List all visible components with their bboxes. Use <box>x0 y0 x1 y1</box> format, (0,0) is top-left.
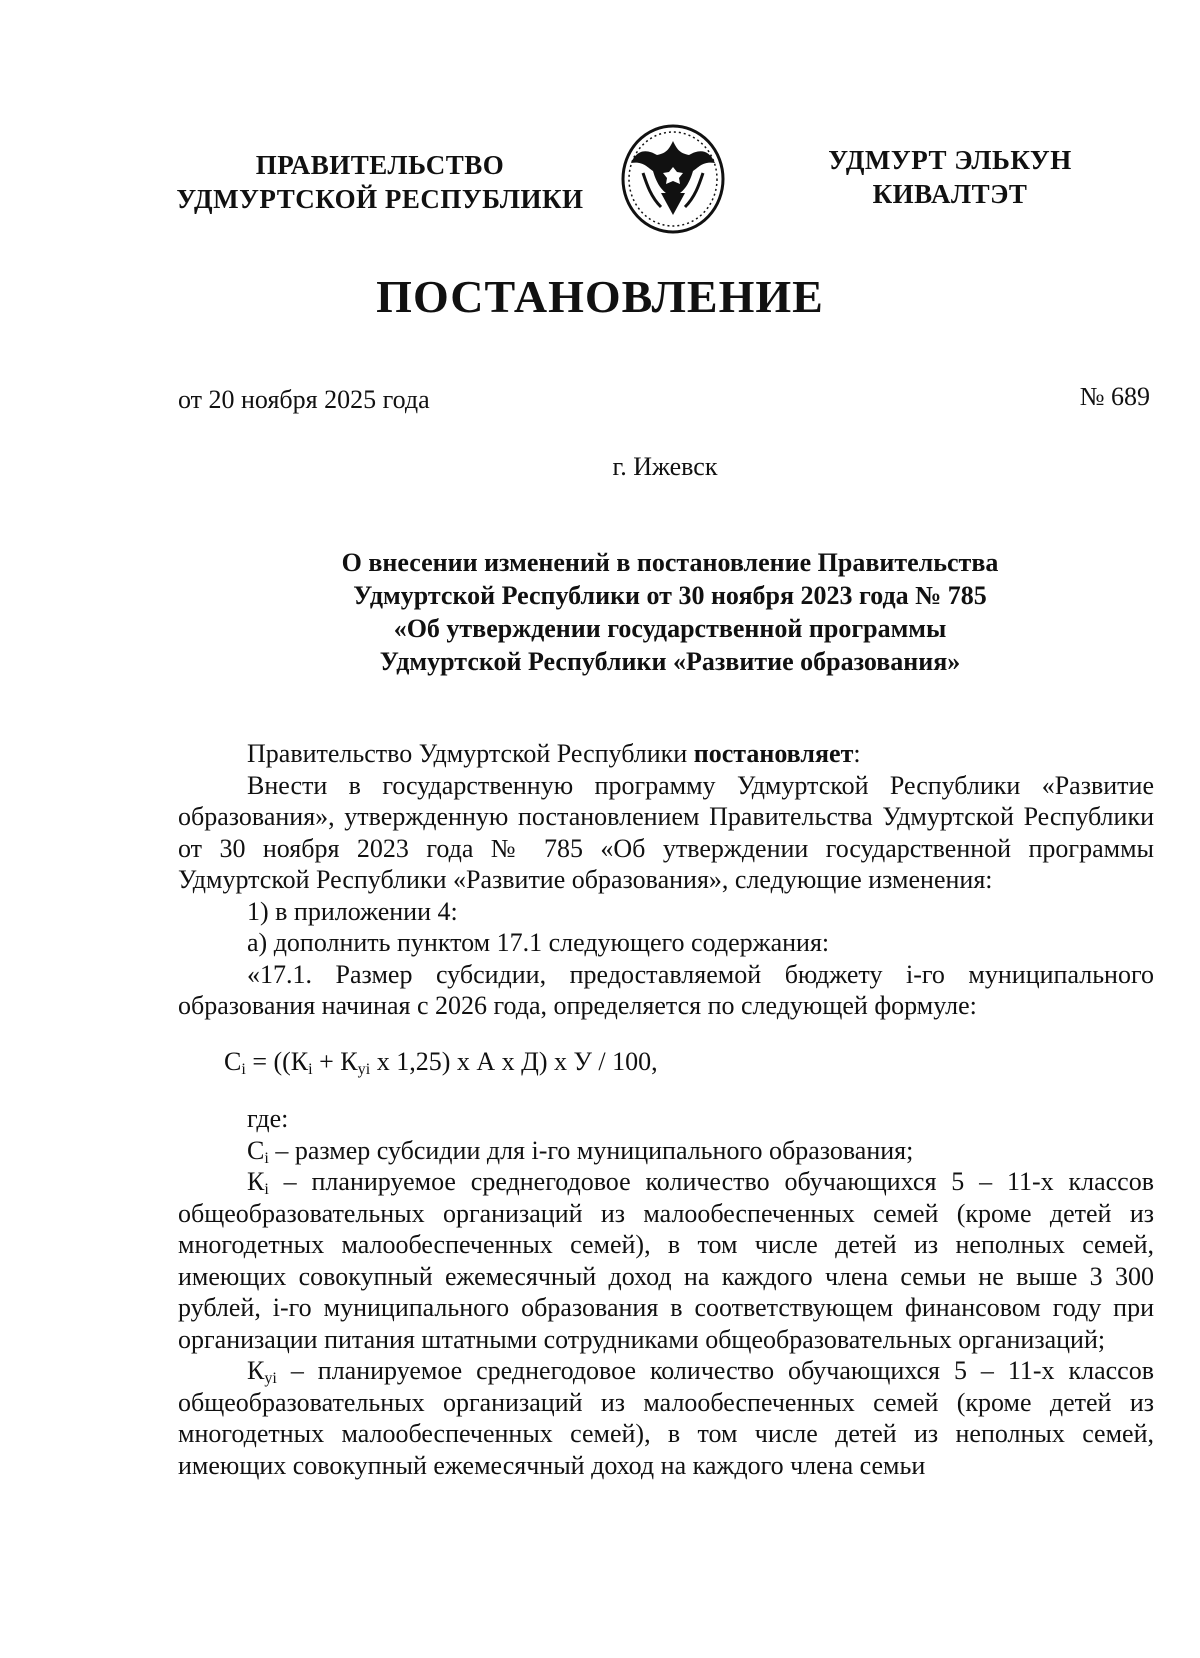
intro-text: Правительство Удмуртской Республики <box>247 739 694 768</box>
government-name-line1: ПРАВИТЕЛЬСТВО <box>255 150 505 180</box>
formula-k-sub: i <box>308 1060 313 1078</box>
def-ky-symbol: К <box>247 1356 265 1385</box>
formula-c-sub: i <box>241 1060 246 1078</box>
government-name-russian <box>160 148 600 216</box>
appendix-item: 1) в приложении 4: <box>247 896 458 926</box>
def-k-symbol: К <box>247 1167 265 1196</box>
subject-line1: О внесении изменений в постановление Правительства <box>341 548 999 577</box>
clause-17-1: «17.1. Размер субсидии, предоставляемой бюджету i-го муниципального образования начиная с 2026 года, определяется по следующей формуле: <box>178 959 1154 1020</box>
def-c-symbol: С <box>247 1135 265 1165</box>
formula-c: С <box>224 1046 242 1076</box>
udmurt-coat-of-arms-icon <box>617 123 729 235</box>
intro-verb: постановляет <box>693 739 854 768</box>
formula-ky-sub: уi <box>357 1060 371 1078</box>
definition-ky <box>178 1355 1154 1481</box>
government-name-udmurt-line1: УДМУРТ ЭЛЬКУН <box>828 145 1072 175</box>
formula-part2: + К <box>312 1046 358 1076</box>
where-label: где: <box>247 1104 289 1133</box>
government-name-udmurt <box>800 143 1100 211</box>
intro-paragraph <box>178 738 1154 770</box>
def-k-text: – планируемое среднегодовое количество обучающихся 5 – 11-х классов общеобразовательных организаций из малообеспеченных семей (кроме детей из многодетных малообеспеченных семей), в том числе детей из неполных семей, имеющих совокупный ежемесячный доход на каждого члена семьи не выше 3 300 рублей, i-го муниципального образования в соответствующем финансовом году при организации питания штатными сотрудниками общеобразовательных организаций; <box>178 1167 1154 1354</box>
subsidy-formula <box>178 1046 1154 1078</box>
def-ky-text: – планируемое среднегодовое количество обучающихся 5 – 11-х классов общеобразовательных организаций из малообеспеченных семей (кроме детей из многодетных малообеспеченных семей), в том числе детей из неполных семей, имеющих совокупный ежемесячный доход на каждого члена семьи <box>178 1356 1154 1480</box>
decree-body <box>178 738 1154 1481</box>
subject-line3: «Об утверждении государственной программы <box>393 614 947 643</box>
formula-part3: х 1,25) х А х Д) х У / 100, <box>370 1046 658 1076</box>
document-title: ПОСТАНОВЛЕНИЕ <box>376 271 824 322</box>
definition-c <box>178 1135 1154 1167</box>
intro-colon: : <box>853 739 861 768</box>
definition-k <box>178 1166 1154 1355</box>
def-c-text: – размер субсидии для i-го муниципального образования; <box>268 1135 914 1165</box>
subject-line4: Удмуртской Республики «Развитие образования» <box>379 647 961 676</box>
def-c-sub: i <box>264 1149 269 1167</box>
decree-date: от 20 ноября 2025 года <box>178 385 430 414</box>
def-k-sub: i <box>264 1181 269 1199</box>
subject-line2: Удмуртской Республики от 30 ноября 2023 года № 785 <box>353 581 987 610</box>
formula-part1: = ((К <box>245 1046 309 1076</box>
def-ky-sub: уi <box>264 1370 277 1388</box>
amendment-paragraph: Внести в государственную программу Удмуртской Республики «Развитие образования», утвержденную постановлением Правительства Удмуртской Республики от 30 ноября 2023 года № 785 «Об утверждении государственной программы Удмуртской Республики «Развитие образования», следующие изменения: <box>178 770 1154 894</box>
government-name-line2: УДМУРТСКОЙ РЕСПУБЛИКИ <box>176 184 584 214</box>
government-name-udmurt-line2: КИВАЛТЭТ <box>872 179 1028 209</box>
decree-city: г. Ижевск <box>612 452 718 481</box>
decree-number: № 689 <box>1079 382 1150 411</box>
subitem-a: а) дополнить пунктом 17.1 следующего содержания: <box>247 928 830 957</box>
decree-subject <box>270 546 1070 678</box>
